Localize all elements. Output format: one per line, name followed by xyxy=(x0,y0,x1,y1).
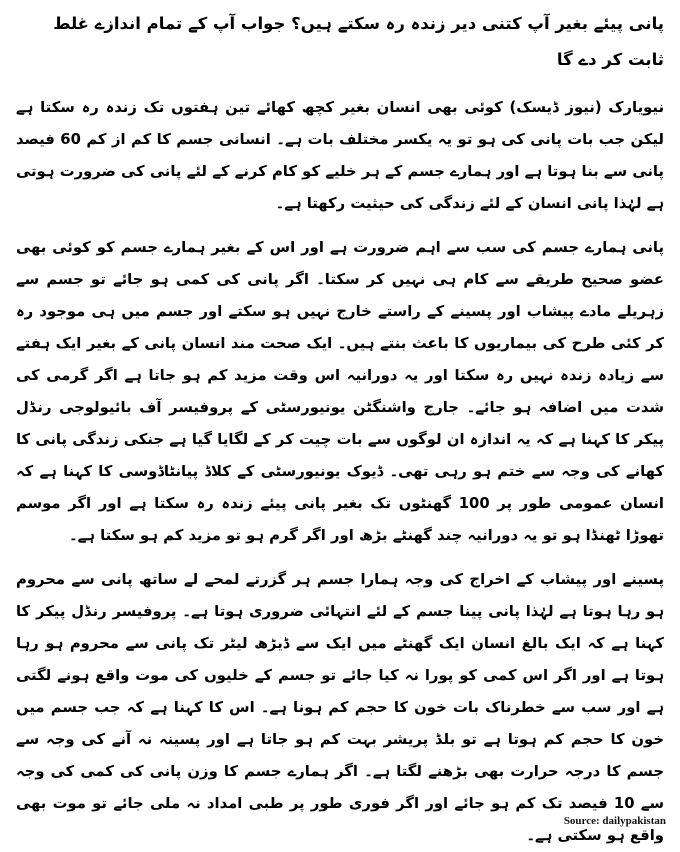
article-paragraph: پسینے اور پیشاب کے اخراج کی وجہ ہمارا جسم ہر گزرتے لمحے لے ساتھ پانی سے محروم ہو رہا ہوتا ہے لہٰذا پانی پینا جسم کے لئے انتہائی ضروری ہوتا ہے۔ پروفیسر رنڈل پیکر کا کہنا ہے کہ ایک بالغ انسان ایک گھنٹے میں ایک سے ڈیڑھ لیٹر تک پانی سے محروم ہو رہا ہوتا ہے اور اگر اس کمی کو پورا نہ کیا جائے تو جسم کے خلیوں کی موت واقع ہونے لگتی ہے اور سب سے خطرناک بات خون کا حجم کم ہونا ہے۔ اس کا کہنا ہے کہ جب جسم میں خون کا حجم کم ہوتا ہے تو بلڈ پریشر بہت کم ہو جاتا ہے اور پسینہ نہ آنے کی وجہ سے جسم کا درجہ حرارت بھی بڑھنے لگتا ہے۔ اگر ہمارے جسم کا وزن پانی کی کمی کی وجہ سے 10 فیصد تک کم ہو جائے اور اگر فوری طور پر طبی امداد نہ ملی جائے تو موت بھی واقع ہو سکتی ہے۔ xyxy=(16,571,664,844)
article-paragraph: پانی ہمارے جسم کی سب سے اہم ضرورت ہے اور اس کے بغیر ہمارے جسم کو کوئی بھی عضو صحیح طریقے سے کام ہی نہیں کر سکتا۔ اگر پانی کی کمی ہو جائے تو جسم سے زہریلے مادے پیشاب اور پسینے کے راستے خارج نہیں ہو سکتے اور جسم میں ہی موجود رہ کر کئی طرح کی بیماریوں کا باعث بنتے ہیں۔ ایک صحت مند انسان پانی کے بغیر ایک ہفتے سے زیادہ زندہ نہیں رہ سکتا اور یہ دورانیہ اس وقت مزید کم ہو جاتا ہے اگر گرمی کی شدت میں اضافہ ہو جائے۔ جارج واشنگٹن یونیورسٹی کے پروفیسر آف بائیولوجی رنڈل پیکر کا کہنا ہے کہ یہ اندازہ ان لوگوں سے بات چیت کر کے لگایا گیا ہے جنکی زندگی پانی کا کھانے کی وجہ سے ختم ہو رہی تھی۔ ڈیوک یونیورسٹی کے کلاڈ پیانٹاڈوسی کا کہنا ہے کہ انسان عمومی طور پر 100 گھنٹوں تک بغیر پانی پیئے زندہ رہ سکتا ہے اور اگر موسم تھوڑا ٹھنڈا ہو تو یہ دورانیہ چند گھنٹے بڑھ اور اگر گرم ہو تو مزید کم ہو سکتا ہے۔ xyxy=(16,239,664,544)
article-paragraph: نیویارک (نیوز ڈیسک) کوئی بھی انسان بغیر کچھ کھائے تین ہفتوں تک زندہ رہ سکتا ہے لیکن جب بات پانی کی ہو تو یہ یکسر مختلف بات ہے۔ انسانی جسم کا کم از کم 60 فیصد پانی سے بنا ہوتا ہے اور ہمارے جسم کے ہر خلیے کو کام کرنے کے لئے پانی کی ضرورت ہوتی ہے لہٰذا پانی انسان کے لئے زندگی کی حیثیت رکھتا ہے۔ xyxy=(16,99,664,212)
article-title: پانی پیئے بغیر آپ کتنی دیر زندہ رہ سکتے ہیں؟ جواب آپ کے تمام اندازے غلط ثابت کر دے گا xyxy=(53,14,664,69)
source-credit: Source: dailypakistan xyxy=(563,815,666,827)
